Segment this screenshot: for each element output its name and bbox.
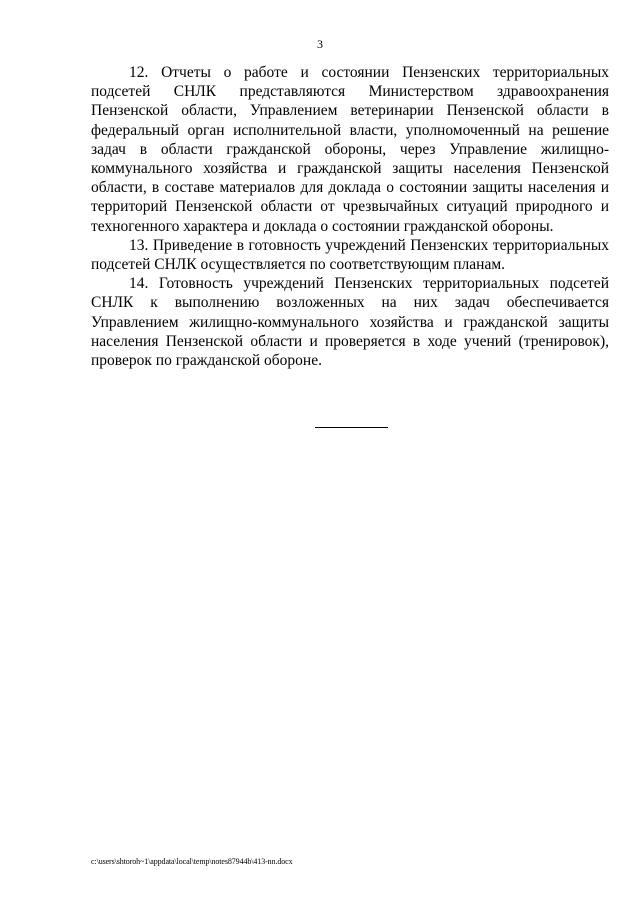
paragraph-14: 14. Готовность учреждений Пензенских территориальных подсетей СНЛК к выполнению возложенных на них задач обеспечивается Управлением жилищно-коммунального хозяйства и гражданской защиты населения Пензенской области и проверяется в ходе учений (тренировок), проверок по гражданской обороне. bbox=[91, 275, 609, 370]
paragraph-12: 12. Отчеты о работе и состоянии Пензенских территориальных подсетей СНЛК представляются Министерством здравоохранения Пензенской области, Управлением ветеринарии Пензенской области в федеральный орган исполнительной власти, уполномоченный на решение задач в области гражданской обороны, через Управление жилищно-коммунального хозяйства и гражданской защиты населения Пензенской области, в составе материалов для доклада о состоянии защиты населения и территорий Пензенской области от чрезвычайных ситуаций природного и техногенного характера и доклада о состоянии гражданской обороны. bbox=[91, 64, 609, 235]
document-body bbox=[91, 63, 609, 370]
paragraph-13: 13. Приведение в готовность учреждений Пензенских территориальных подсетей СНЛК осуществляется по соответствующим планам. bbox=[91, 236, 609, 274]
end-of-document-rule bbox=[315, 427, 388, 428]
footer-file-path: c:\users\shtoroh~1\appdata\local\temp\notes87944b\413-nn.docx bbox=[91, 857, 293, 866]
page-number: 3 bbox=[317, 37, 323, 51]
